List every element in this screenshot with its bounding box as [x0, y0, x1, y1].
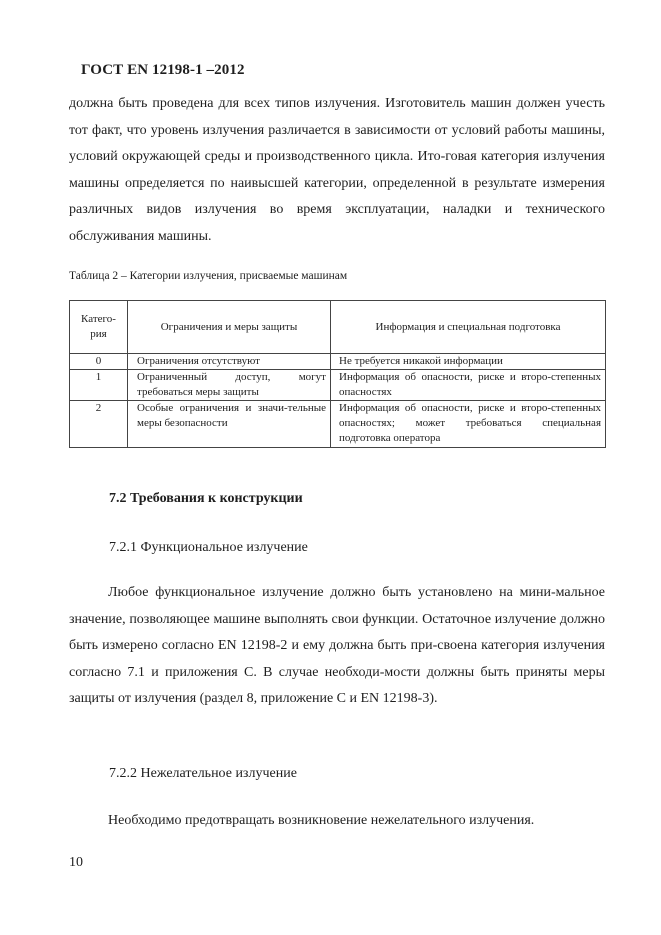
row-info: Информация об опасности, риске и второ-степенных опасностях; может требоваться специальная подготовка оператора: [331, 401, 606, 448]
header-category: Катего-рия: [70, 301, 128, 354]
table-header-row: [70, 301, 606, 354]
section-7-2-1-text: Любое функциональное излучение должно быть установлено на мини-мальное значение, позволяющее машине выполнять свои функции. Остаточное излучение должно быть измерено согласно EN 12198-2 и ему должна быть при-своена категория излучения согласно 7.1 и приложения С. В случае необходи-мости должны быть приняты меры защиты от излучения (раздел 8, приложение С и EN 12198-3).: [69, 585, 605, 707]
row-measures: Ограниченный доступ, могут требоваться меры защиты: [128, 370, 331, 401]
document-header: ГОСТ EN 12198-1 –2012: [81, 62, 245, 78]
table-row: [70, 401, 606, 448]
row-category: 2: [70, 401, 128, 448]
section-heading-7-2-2: 7.2.2 Нежелательное излучение: [109, 766, 297, 781]
table-row: [70, 370, 606, 401]
intro-paragraph: должна быть проведена для всех типов излучения. Изготовитель машин должен учесть тот факт, что уровень излучения различается в зависимости от условий работы машины, условий окружающей среды и производственного цикла. Ито-говая категория излучения машины определяется по наивысшей категории, определенной в результате измерения различных видов излучения во время эксплуатации, наладки и технического обслуживания машины.: [69, 96, 605, 244]
header-measures: Ограничения и меры защиты: [128, 301, 331, 354]
section-7-2-2-text: Необходимо предотвращать возникновение нежелательного излучения.: [108, 813, 535, 828]
page-number: 10: [69, 855, 83, 870]
header-info: Информация и специальная подготовка: [331, 301, 606, 354]
row-measures: Особые ограничения и значи-тельные меры безопасности: [128, 401, 331, 448]
row-info: Не требуется никакой информации: [331, 354, 606, 370]
row-measures: Ограничения отсутствуют: [128, 354, 331, 370]
section-heading-7-2: 7.2 Требования к конструкции: [109, 491, 303, 506]
table-row: [70, 354, 606, 370]
row-category: 0: [70, 354, 128, 370]
radiation-category-table: [69, 300, 606, 448]
table-caption: Таблица 2 – Категории излучения, присваемые машинам: [69, 270, 348, 282]
row-info: Информация об опасности, риске и второ-степенных опасностях: [331, 370, 606, 401]
row-category: 1: [70, 370, 128, 401]
section-heading-7-2-1: 7.2.1 Функциональное излучение: [109, 540, 308, 555]
